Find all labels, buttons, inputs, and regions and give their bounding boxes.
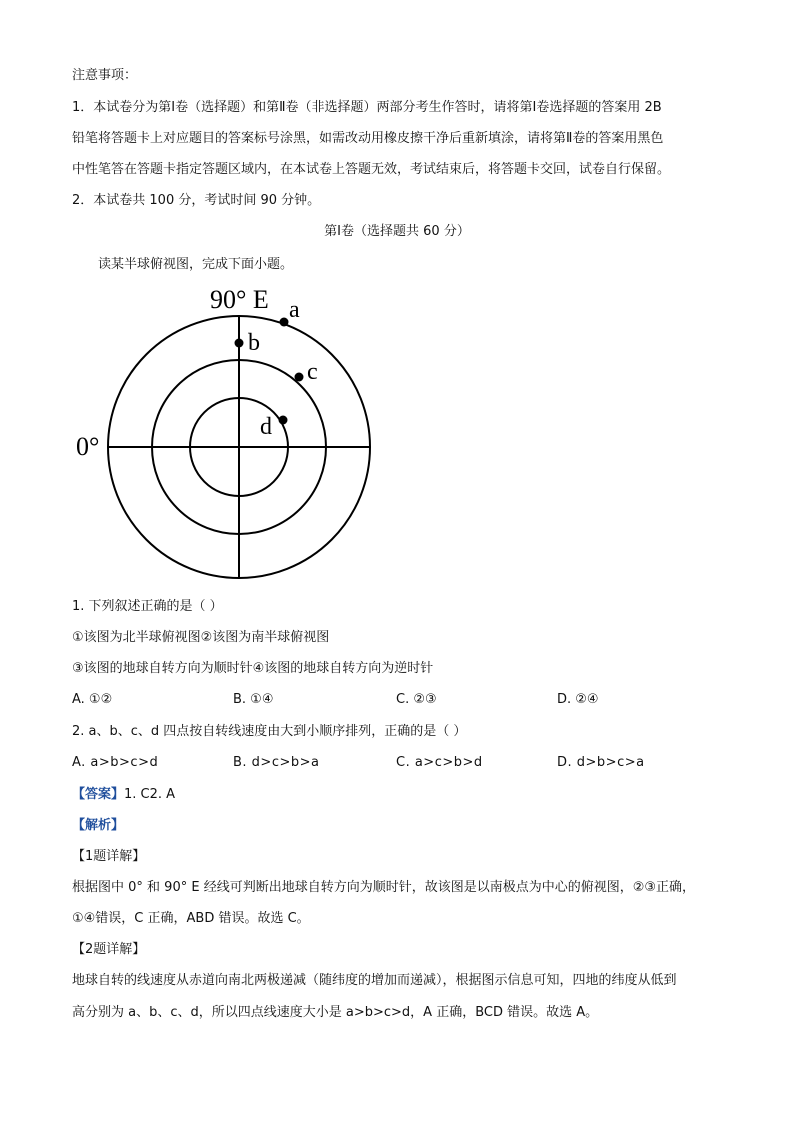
notice-heading: 注意事项： [72,68,138,83]
point-a-marker [280,318,289,327]
label-point-b: b [248,330,260,356]
label-point-a: a [289,297,300,323]
label-point-d: d [260,414,272,440]
label-point-c: c [307,359,318,385]
q1-statement-2: ③该图的地球自转方向为顺时针④该图的地球自转方向为逆时针 [72,661,434,676]
q1-statement-1: ①该图为北半球俯视图②该图为南半球俯视图 [72,630,330,645]
q2-option-a: A. a>b>c>d [72,755,159,770]
q2-option-b: B. d>c>b>a [233,755,320,770]
question-intro: 读某半球俯视图，完成下面小题。 [98,257,294,272]
q1-stem: 1. 下列叙述正确的是（ ） [72,599,223,614]
q2-stem: 2. a、b、c、d 四点按自转线速度由大到小顺序排列，正确的是（ ） [72,724,467,739]
notice-item-1-line-2: 铅笔将答题卡上对应题目的答案标号涂黑，如需改动用橡皮擦干净后重新填涂，请将第Ⅱ卷的答案用黑色 [72,131,664,146]
q1-option-a: A. ①② [72,692,113,707]
point-b-marker [235,339,244,348]
q1-option-b: B. ①④ [233,692,274,707]
detail-2-line-2: 高分别为 a、b、c、d，所以四点线速度大小是 a>b>c>d，A 正确，BCD 错误。故选 A。 [72,1005,599,1020]
label-0: 0° [76,432,100,461]
detail-2-label: 【2题详解】 [72,942,146,957]
q2-option-c: C. a>c>b>d [396,755,483,770]
detail-1-label: 【1题详解】 [72,849,146,864]
point-d-marker [279,416,288,425]
answer-row [72,785,175,805]
label-90e: 90° E [210,285,269,314]
section-title: 第Ⅰ卷（选择题共 60 分） [324,224,470,239]
answer-text: 1. C2. A [124,787,176,802]
notice-item-1-line-3: 中性笔答在答题卡指定答题区域内，在本试卷上答题无效，考试结束后，将答题卡交回，试卷自行保留。 [72,162,671,177]
detail-1-line-1: 根据图中 0° 和 90° E 经线可判断出地球自转方向为顺时针，故该图是以南极点为中心的俯视图，②③正确， [72,880,695,895]
q1-option-d: D. ②④ [557,692,599,707]
notice-item-1-line-1: 1．本试卷分为第Ⅰ卷（选择题）和第Ⅱ卷（非选择题）两部分考生作答时，请将第Ⅰ卷选择题的答案用 2B [72,100,662,115]
point-c-marker [295,373,304,382]
q2-option-d: D. d>b>c>a [557,755,645,770]
notice-item-2: 2．本试卷共 100 分，考试时间 90 分钟。 [72,193,321,208]
detail-1-line-2: ①④错误，C 正确，ABD 错误。故选 C。 [72,911,310,926]
hemisphere-diagram [70,283,380,583]
answer-label: 【答案】 [72,787,125,802]
q1-option-c: C. ②③ [396,692,437,707]
analysis-label: 【解析】 [72,818,125,833]
detail-2-line-1: 地球自转的线速度从赤道向南北两极递减（随纬度的增加而递减），根据图示信息可知，四地的纬度从低到 [72,973,677,988]
